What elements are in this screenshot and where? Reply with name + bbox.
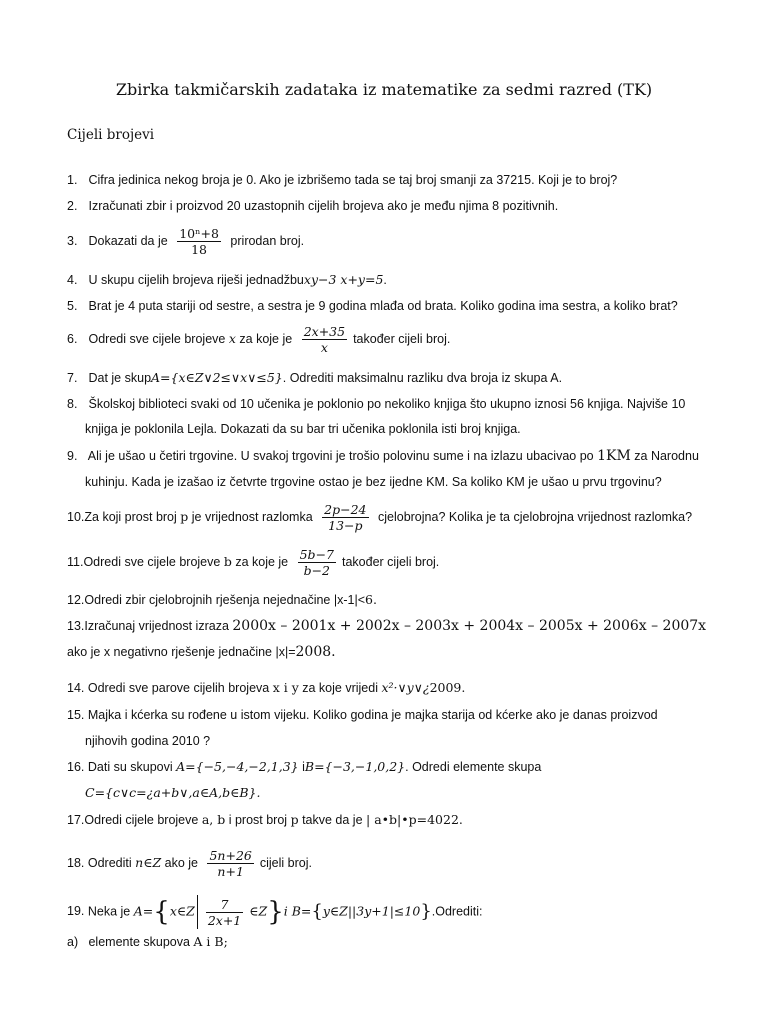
problem-text: elemente skupova: [88, 935, 190, 949]
variables: A i B;: [193, 934, 228, 949]
set-c: C={c∨c=¿a+b∨,a∈A,b∈B}.: [85, 785, 261, 800]
problem-text: Brat je 4 puta stariji od sestre, a sestra je 9 godina mlađa od brata. Koliko godina ima sestra, a koliko brat?: [88, 299, 678, 313]
fraction-numerator: 2p−24: [324, 502, 367, 517]
problem-text: za koje je: [235, 554, 289, 569]
problem-16: [67, 759, 541, 775]
problem-7: [67, 370, 562, 386]
problem-4: [67, 272, 387, 288]
problem-text: Odredi cijele brojeve: [84, 813, 199, 827]
problem-number: 6.: [67, 331, 78, 346]
fraction-denominator: n+1: [217, 864, 244, 879]
equation: xy−3 x+y=5: [303, 272, 384, 287]
problem-text: za koje vrijedi: [302, 681, 378, 695]
fraction: [322, 502, 368, 533]
fraction: [302, 324, 347, 355]
problem-value: 2009.: [429, 680, 466, 695]
problem-text: cijeli broj.: [259, 855, 312, 870]
set-a: A={−5,−4,−2,1,3}: [176, 759, 299, 774]
problem-number: 15.: [67, 708, 85, 722]
variable: b: [223, 553, 232, 569]
fraction-numerator: 7: [206, 897, 243, 913]
problem-text: i prost broj: [228, 813, 288, 827]
problem-text: U skupu cijelih brojeva riješi jednadžbu: [88, 273, 304, 287]
problem-text: ako je x negativno rješenje jednačine |x|=: [67, 645, 296, 659]
fraction-denominator: b−2: [303, 563, 331, 578]
set-definition: A={x∈Z∨2≤∨x∨≤5}: [151, 370, 283, 385]
problem-number: 5.: [67, 299, 78, 313]
fraction-denominator: 2x+1: [207, 912, 242, 928]
problem-13-continuation: [67, 644, 336, 660]
fraction-denominator: x: [320, 340, 328, 355]
problem-text: cjelobrojna? Kolika je ta cjelobrojna vrijednost razlomka?: [377, 509, 693, 524]
left-brace-symbol: {: [153, 897, 170, 927]
set-a-label: A=: [133, 903, 154, 919]
problem-number: 18.: [67, 855, 85, 870]
problem-text: Za koji prost broj: [84, 509, 177, 524]
problem-text: takve da je: [302, 813, 363, 827]
problem-text: Odredi sve parove cijelih brojeva: [87, 681, 270, 695]
problem-text: . Odredi elemente skupa: [405, 760, 542, 774]
variable: p: [290, 812, 299, 827]
subtask-a: [67, 934, 228, 950]
expression: 2000x – 2001x + 2002x – 2003x + 2004x – 2005x + 2006x – 2007x: [232, 618, 707, 634]
variables: x i y: [272, 680, 299, 695]
problem-17: [67, 812, 463, 828]
problem-text: Neka je: [87, 904, 131, 919]
fraction: [206, 897, 243, 928]
problem-14: [67, 680, 465, 696]
problem-text: Ali je ušao u četiri trgovine. U svakoj trgovini je trošio polovinu sume i na izlazu ubacivao po: [87, 449, 594, 463]
problem-text: Cifra jedinica nekog broja je 0. Ako je izbrišemo tada se taj broj smanji za 37215. Koji je to broj?: [88, 173, 618, 187]
problem-text: . Odrediti maksimalnu razliku dva broja iz skupa A.: [282, 371, 563, 385]
expression: | a•b|•p=4022.: [366, 812, 463, 827]
fraction: [207, 848, 253, 879]
set-builder-bar: [197, 895, 198, 929]
problem-text: Izračunaj vrijednost izraza: [84, 619, 229, 633]
problem-text: također cijeli broj.: [342, 554, 440, 569]
fraction-numerator: 5n+26: [209, 848, 252, 863]
problem-16-continuation: [85, 785, 260, 801]
problem-number: 14.: [67, 681, 85, 695]
problem-11: [67, 547, 439, 578]
fraction: [298, 547, 336, 578]
problem-number: 7.: [67, 371, 78, 385]
problem-number: 13.: [67, 619, 85, 633]
problem-value: 2008.: [295, 644, 336, 660]
problem-3: [67, 226, 304, 257]
problem-text: .: [383, 273, 387, 287]
problem-text: je vrijednost razlomka: [191, 509, 313, 524]
currency-amount: 1KM: [597, 448, 631, 464]
fraction-denominator: 18: [191, 242, 208, 257]
problem-text: ako je: [164, 855, 198, 870]
document-title: Zbirka takmičarskih zadataka iz matematike za sedmi razred (TK): [115, 80, 653, 99]
problem-text: Dati su skupovi: [87, 760, 173, 774]
right-brace-symbol: }: [420, 901, 432, 922]
problem-10: [67, 502, 692, 533]
problem-9-continuation: kuhinju. Kada je izašao iz četvrte trgovine ostao je bez ijedne KM. Sa koliko KM je ušao u prvu trgovinu?: [85, 475, 662, 489]
problem-text: prirodan broj.: [230, 233, 305, 248]
problem-text: Izračunati zbir i proizvod 20 uzastopnih cijelih brojeva ako je među njima 8 pozitivnih.: [88, 199, 559, 213]
problem-text: Dat je skup: [88, 371, 152, 385]
problem-15-continuation: njihovih godina 2010 ?: [85, 734, 211, 748]
variable: x: [228, 330, 236, 346]
problem-number: 17.: [67, 813, 85, 827]
problem-number: 9.: [67, 449, 78, 463]
set-a-element: x∈Z: [169, 903, 195, 919]
problem-text: Odredi sve cijele brojeve: [88, 331, 226, 346]
problem-number: 16.: [67, 760, 85, 774]
subtask-label: a): [67, 935, 79, 949]
variables: a, b: [201, 812, 226, 827]
fraction-numerator: 2x+35: [303, 324, 346, 339]
problem-8-continuation: knjiga je poklonila Lejla. Dokazati da su bar tri učenika poklonila isti broj knjiga.: [85, 422, 521, 436]
set-b-label: i B=: [283, 903, 312, 919]
problem-text: Dokazati da je: [88, 233, 168, 248]
problem-text: Školskoj biblioteci svaki od 10 učenika je poklonio po nekoliko knjiga što ukupno iznosi 56 knjiga. Najviše 10: [88, 397, 686, 411]
equation: x²·∨y∨¿: [381, 680, 430, 695]
fraction: [177, 226, 221, 257]
problem-text: i: [302, 760, 305, 774]
variable: p: [180, 508, 189, 524]
problem-text: za Narodnu: [634, 449, 699, 463]
fraction-denominator: 13−p: [328, 518, 363, 533]
problem-text: Odredi sve cijele brojeve: [83, 554, 221, 569]
problem-13: [67, 618, 706, 634]
right-brace-symbol: }: [267, 897, 284, 927]
problem-number: 11.: [67, 554, 84, 569]
problem-number: 2.: [67, 199, 78, 213]
problem-1: [67, 172, 617, 188]
section-heading: Cijeli brojevi: [67, 127, 155, 143]
set-b: B={−3,−1,0,2}: [304, 759, 406, 774]
problem-text: također cijeli broj.: [353, 331, 451, 346]
problem-value: 6.: [365, 592, 377, 607]
set-b-definition: y∈Z||3y+1|≤10: [322, 903, 421, 919]
problem-number: 4.: [67, 273, 78, 287]
problem-number: 12.: [67, 593, 85, 607]
problem-19: [67, 895, 482, 929]
left-brace-symbol: {: [311, 901, 323, 922]
problem-number: 10.: [67, 509, 85, 524]
fraction-numerator: 5b−7: [299, 547, 334, 562]
problem-number: 19.: [67, 904, 85, 919]
problem-6: [67, 324, 450, 355]
set-a-condition: ∈Z: [249, 903, 268, 919]
problem-number: 8.: [67, 397, 78, 411]
problem-text: .Odrediti:: [431, 904, 483, 919]
problem-18: [67, 848, 312, 879]
problem-12: [67, 592, 377, 608]
problem-5: [67, 298, 678, 314]
problem-2: [67, 198, 558, 214]
domain-condition: n∈Z: [135, 854, 162, 870]
problem-15: [67, 707, 658, 723]
problem-text: Odrediti: [87, 855, 132, 870]
problem-number: 3.: [67, 233, 78, 248]
problem-number: 1.: [67, 173, 78, 187]
problem-text: za koje je: [239, 331, 293, 346]
problem-text: Odredi zbir cjelobrojnih rješenja nejednačine |x-1|<: [84, 593, 365, 607]
problem-9: [67, 448, 699, 464]
problem-8: [67, 396, 685, 412]
fraction-numerator: 10ⁿ+8: [179, 226, 219, 241]
problem-text: Majka i kćerka su rođene u istom vijeku. Koliko godina je majka starija od kćerke ako je danas proizvod: [87, 708, 658, 722]
